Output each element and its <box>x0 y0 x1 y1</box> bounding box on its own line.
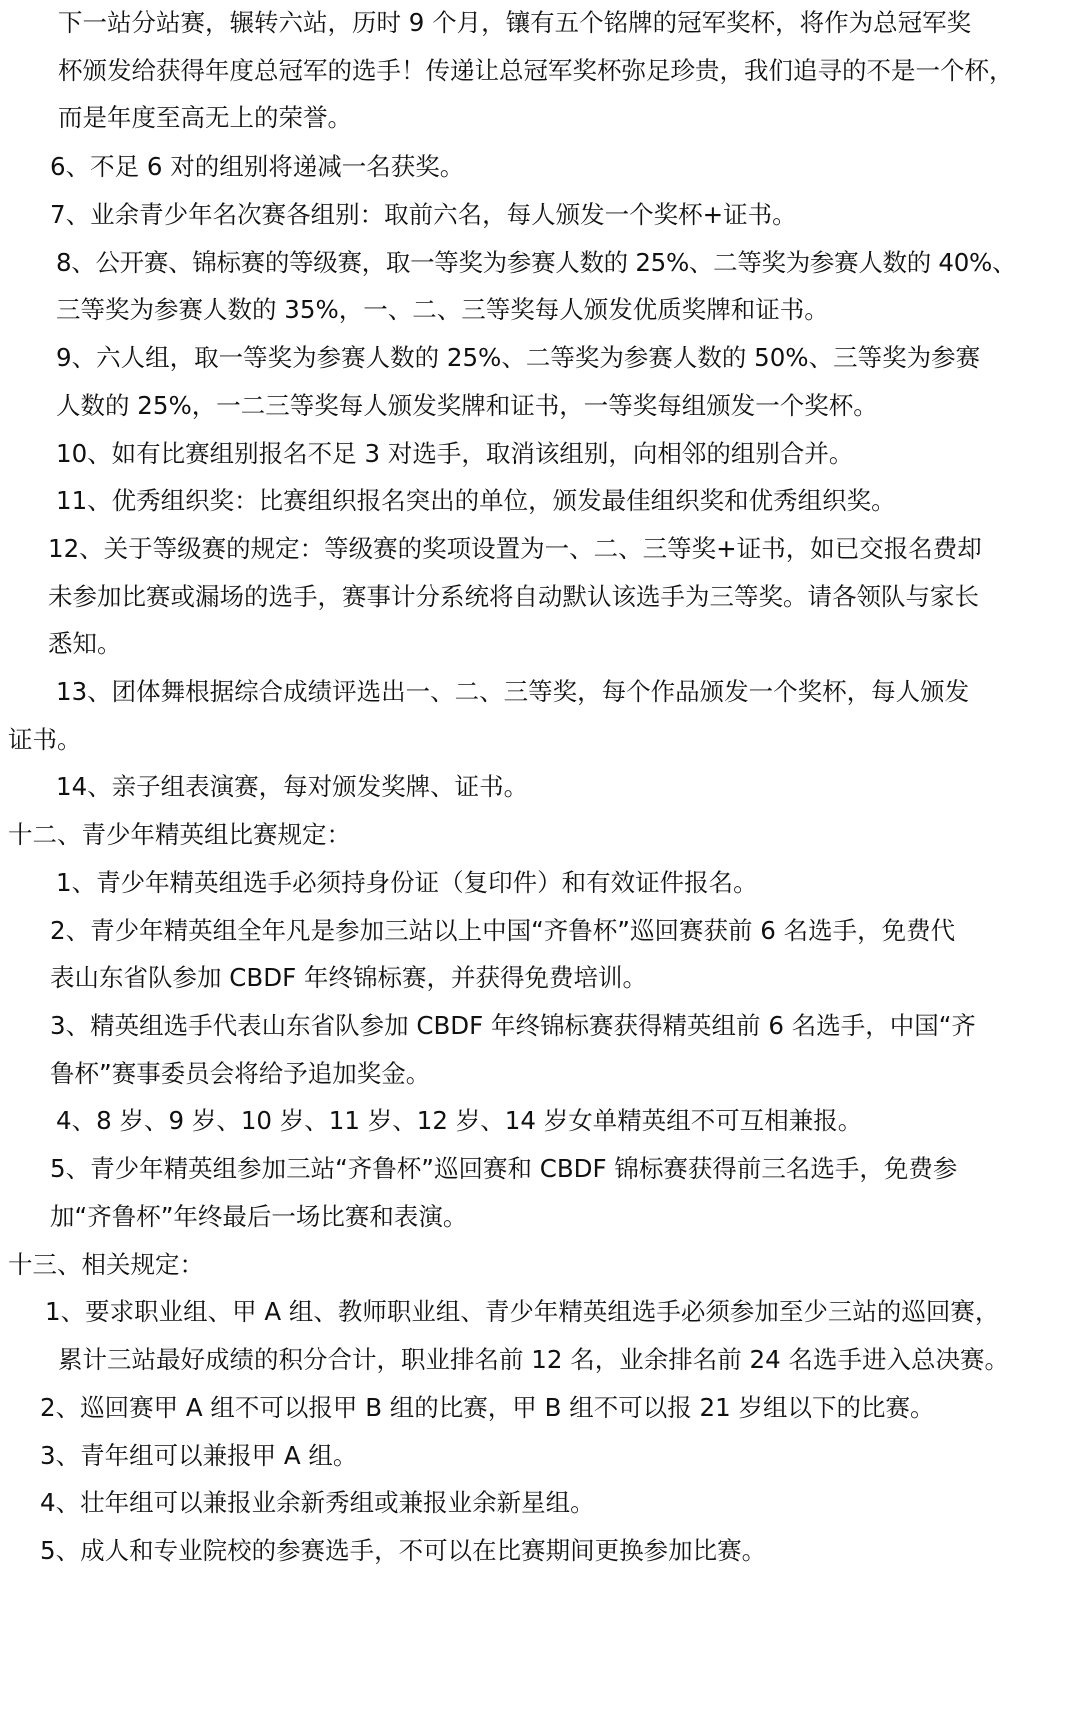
award-item-7: 7、业余青少年名次赛各组别：取前六名，每人颁发一个奖杯+证书。 <box>50 200 797 229</box>
award-item-8-line-1: 8、公开赛、锦标赛的等级赛，取一等奖为参赛人数的 25%、二等奖为参赛人数的 40%、 <box>56 248 1017 277</box>
continuation-line-1: 下一站分站赛，辗转六站，历时 9 个月，镶有五个铭牌的冠军奖杯，将作为总冠军奖 <box>58 8 972 37</box>
award-item-13-line-1: 13、团体舞根据综合成绩评选出一、二、三等奖，每个作品颁发一个奖杯，每人颁发 <box>56 677 970 706</box>
section-13-item-5: 5、成人和专业院校的参赛选手，不可以在比赛期间更换参加比赛。 <box>40 1536 767 1565</box>
section-12-item-3-line-2: 鲁杯”赛事委员会将给予追加奖金。 <box>50 1059 431 1088</box>
award-item-10: 10、如有比赛组别报名不足 3 对选手，取消该组别，向相邻的组别合并。 <box>56 439 854 468</box>
section-13-heading: 十三、相关规定： <box>8 1250 204 1279</box>
section-12-item-4: 4、8 岁、9 岁、10 岁、11 岁、12 岁、14 岁女单精英组不可互相兼报。 <box>56 1106 863 1135</box>
section-13-item-4: 4、壮年组可以兼报业余新秀组或兼报业余新星组。 <box>40 1488 595 1517</box>
section-12-item-5-line-2: 加“齐鲁杯”年终最后一场比赛和表演。 <box>50 1202 468 1231</box>
award-item-6: 6、不足 6 对的组别将递减一名获奖。 <box>50 152 465 181</box>
award-item-14: 14、亲子组表演赛，每对颁发奖牌、证书。 <box>56 772 529 801</box>
section-12-item-3-line-1: 3、精英组选手代表山东省队参加 CBDF 年终锦标赛获得精英组前 6 名选手，中国“齐 <box>50 1011 976 1040</box>
continuation-line-3: 而是年度至高无上的荣誉。 <box>58 103 352 132</box>
section-13-item-1-line-2: 累计三站最好成绩的积分合计，职业排名前 12 名，业余排名前 24 名选手进入总决赛。 <box>58 1345 1009 1374</box>
section-12-item-2-line-2: 表山东省队参加 CBDF 年终锦标赛，并获得免费培训。 <box>50 963 647 992</box>
section-13-item-2: 2、巡回赛甲 A 组不可以报甲 B 组的比赛，甲 B 组不可以报 21 岁组以下的比赛。 <box>40 1393 935 1422</box>
award-item-12-line-2: 未参加比赛或漏场的选手，赛事计分系统将自动默认该选手为三等奖。请各领队与家长 <box>48 582 979 611</box>
award-item-12-line-1: 12、关于等级赛的规定：等级赛的奖项设置为一、二、三等奖+证书，如已交报名费却 <box>48 534 982 563</box>
section-12-item-5-line-1: 5、青少年精英组参加三站“齐鲁杯”巡回赛和 CBDF 锦标赛获得前三名选手，免费参 <box>50 1154 958 1183</box>
section-12-item-1: 1、青少年精英组选手必须持身份证（复印件）和有效证件报名。 <box>56 868 758 897</box>
award-item-13-line-2: 证书。 <box>8 725 82 754</box>
award-item-12-line-3: 悉知。 <box>48 629 122 658</box>
award-item-8-line-2: 三等奖为参赛人数的 35%，一、二、三等奖每人颁发优质奖牌和证书。 <box>56 295 829 324</box>
award-item-9-line-2: 人数的 25%，一二三等奖每人颁发奖牌和证书，一等奖每组颁发一个奖杯。 <box>56 391 878 420</box>
award-item-11: 11、优秀组织奖：比赛组织报名突出的单位，颁发最佳组织奖和优秀组织奖。 <box>56 486 896 515</box>
section-12-heading: 十二、青少年精英组比赛规定： <box>8 820 351 849</box>
section-13-item-1-line-1: 1、要求职业组、甲 A 组、教师职业组、青少年精英组选手必须参加至少三站的巡回赛， <box>45 1297 1000 1326</box>
continuation-line-2: 杯颁发给获得年度总冠军的选手！传递让总冠军奖杯弥足珍贵，我们追寻的不是一个杯， <box>58 56 1014 85</box>
section-12-item-2-line-1: 2、青少年精英组全年凡是参加三站以上中国“齐鲁杯”巡回赛获前 6 名选手，免费代 <box>50 916 956 945</box>
award-item-9-line-1: 9、六人组，取一等奖为参赛人数的 25%、二等奖为参赛人数的 50%、三等奖为参赛 <box>56 343 981 372</box>
section-13-item-3: 3、青年组可以兼报甲 A 组。 <box>40 1441 358 1470</box>
